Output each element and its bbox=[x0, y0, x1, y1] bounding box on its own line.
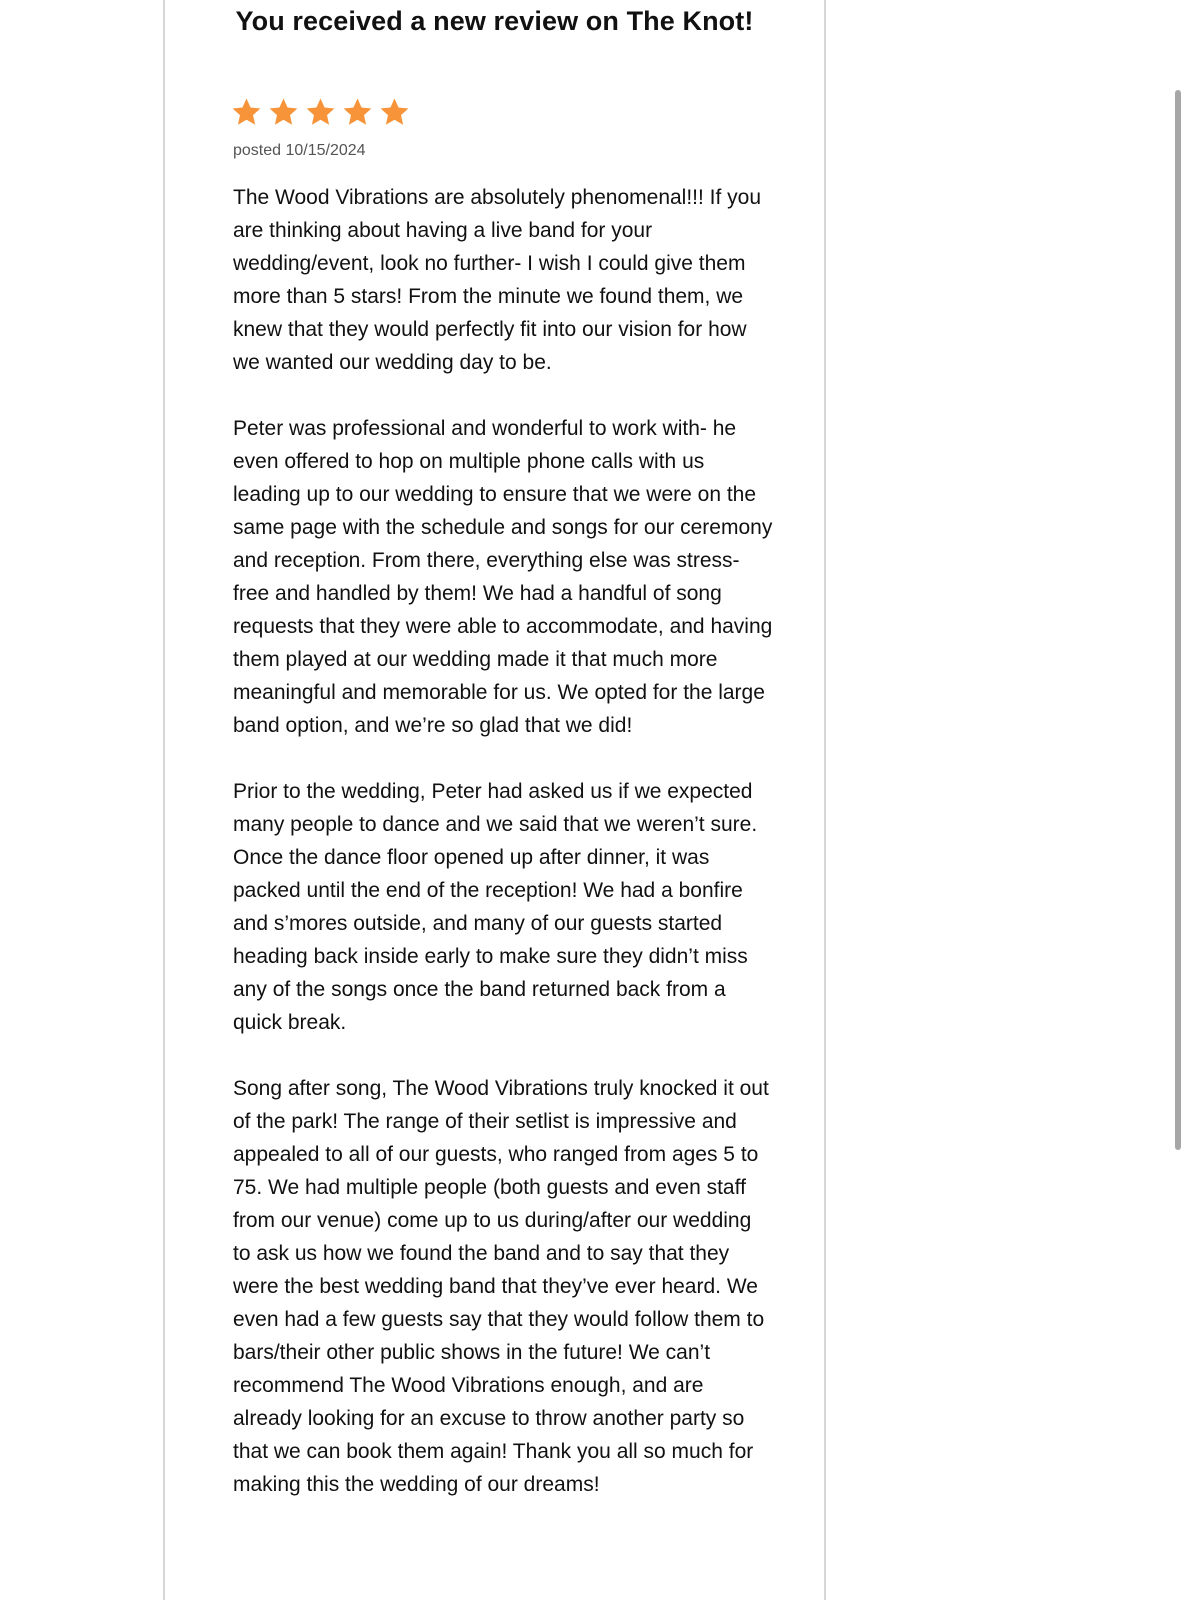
scrollbar-thumb[interactable] bbox=[1175, 90, 1181, 1150]
star-icon bbox=[230, 96, 263, 129]
email-headline: You received a new review on The Knot! bbox=[235, 6, 754, 36]
star-icon bbox=[304, 96, 337, 129]
star-icon bbox=[267, 96, 300, 129]
review-paragraph: Prior to the wedding, Peter had asked us if we expected many people to dance and we said that we weren’t sure. Once the dance floor opened up after dinner, it was packed until the end of the reception! We had a bonfire and s’mores outside, and many of our guests started heading back inside early to make sure they didn’t miss any of the songs once the band returned back from a quick break. bbox=[233, 780, 758, 1034]
vertical-scrollbar[interactable] bbox=[1172, 90, 1184, 1150]
review-paragraph: The Wood Vibrations are absolutely phenomenal!!! If you are thinking about having a live band for your wedding/event, look no further- I wish I could give them more than 5 stars! From the minute we found them, we knew that they would perfectly fit into our vision for how we wanted our wedding day to be. bbox=[233, 186, 762, 374]
review-paragraph: Peter was professional and wonderful to work with- he even offered to hop on multiple phone calls with us leading up to our wedding to ensure that we were on the same page with the schedule and songs for our ceremony and reception. From there, everything else was stress-free and handled by them! We had a handful of song requests that they were able to accommodate, and having them played at our wedding made it that much more meaningful and memorable for us. We opted for the large band option, and we’re so glad that we did! bbox=[233, 417, 773, 737]
review-paragraph: Song after song, The Wood Vibrations truly knocked it out of the park! The range of their setlist is impressive and appealed to all of our guests, who ranged from ages 5 to 75. We had multiple people (both guests and even staff from our venue) come up to us during/after our wedding to ask us how we found the band and to say that they were the best wedding band that they’ve ever heard. We even had a few guests say that they would follow them to bars/their other public shows in the future! We can’t recommend The Wood Vibrations enough, and are already looking for an excuse to throw another party so that we can book them again! Thank you all so much for making this the wedding of our dreams! bbox=[233, 1077, 769, 1496]
star-icon bbox=[341, 96, 374, 129]
star-icon bbox=[378, 96, 411, 129]
email-card bbox=[163, 0, 826, 1600]
star-rating bbox=[230, 96, 411, 130]
posted-date: posted 10/15/2024 bbox=[233, 142, 366, 159]
review-body bbox=[233, 181, 773, 1534]
